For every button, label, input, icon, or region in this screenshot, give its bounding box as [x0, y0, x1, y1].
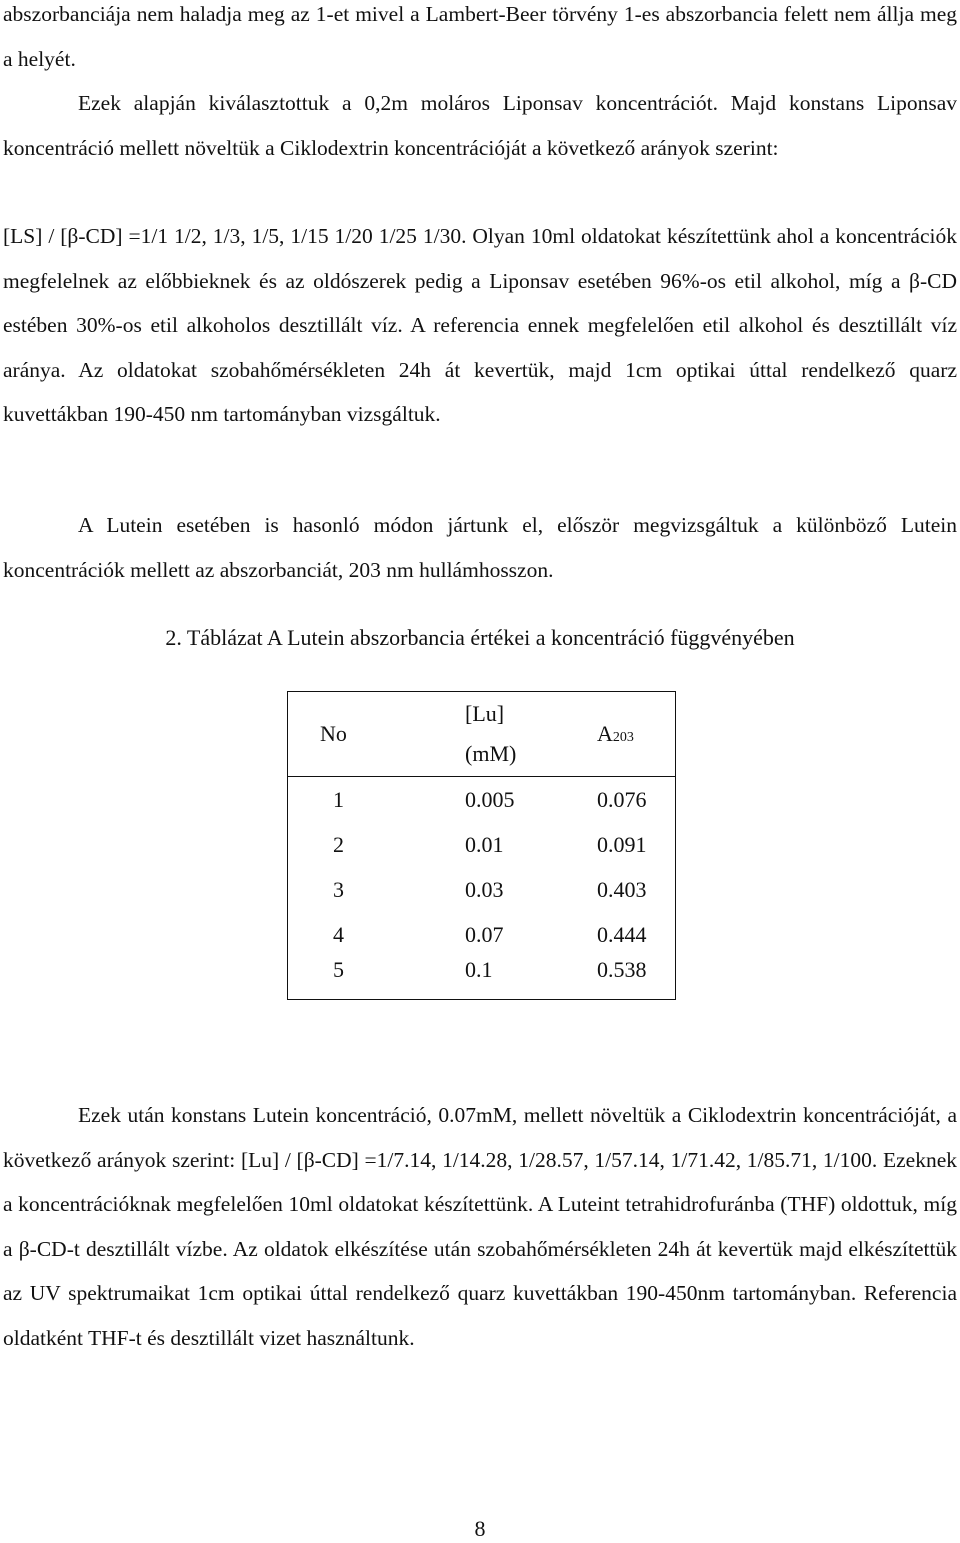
cell-no: 1: [333, 786, 344, 812]
cell-lu: 0.03: [465, 876, 504, 902]
lutein-absorbance-table: [287, 691, 676, 1000]
cell-no: 2: [333, 831, 344, 857]
cell-absorbance: 0.444: [597, 921, 647, 947]
cell-lu: 0.07: [465, 921, 504, 947]
cell-absorbance: 0.076: [597, 786, 647, 812]
cell-absorbance: 0.403: [597, 876, 647, 902]
cell-lu: 0.005: [465, 786, 515, 812]
cell-no: 5: [333, 957, 344, 982]
cell-absorbance: 0.091: [597, 831, 647, 857]
table-row: [288, 912, 676, 957]
paragraph-3: [LS] / [β-CD] =1/1 1/2, 1/3, 1/5, 1/15 1/20 1/25 1/30. Olyan 10ml oldatokat készítettünk ahol a koncentrációk megfelelnek az előbbieknek és az oldószerek pedig a Liponsav esetében 96%-os etil alkohol, míg a β-CD estében 30%-os etil alkoholos desztillált víz. A referencia ennek megfelelően etil alkohol és desztillált víz aránya. Az oldatokat szobahőmérsékleten 24h át kevertük, majd 1cm optikai úttal rendelkező quarz kuvettákban 190-450 nm tartományban vizsgáltuk.: [3, 224, 957, 426]
cell-no: 3: [333, 876, 344, 902]
table-row: [288, 777, 676, 823]
cell-no: 4: [333, 921, 344, 947]
page-number: 8: [474, 1516, 486, 1541]
table-caption: 2. Táblázat A Lutein abszorbancia értékei a koncentráció függvényében: [165, 625, 795, 650]
cell-lu: 0.01: [465, 831, 504, 857]
paragraph-4: A Lutein esetében is hasonló módon jártunk el, először megvizsgáltuk a különböző Lutein koncentrációk mellett az abszorbanciát, 203 nm hullámhosszon.: [3, 513, 957, 582]
header-lu-concentration: [Lu] (mM): [455, 692, 597, 777]
table-header-row: [288, 692, 676, 777]
cell-lu: 0.1: [465, 957, 493, 982]
table-row: [288, 867, 676, 912]
header-no: No: [288, 692, 456, 777]
paragraph-1: abszorbanciája nem haladja meg az 1-et mivel a Lambert-Beer törvény 1-es abszorbancia felett nem állja meg a helyét.: [3, 2, 957, 71]
table-row: [288, 822, 676, 867]
header-absorbance: A203: [597, 692, 676, 777]
paragraph-2: Ezek alapján kiválasztottuk a 0,2m moláros Liponsav koncentrációt. Majd konstans Liponsav koncentráció mellett növeltük a Ciklodextrin koncentrációját a következő arányok szerint:: [3, 91, 957, 160]
table-row: [288, 957, 676, 1000]
paragraph-5: Ezek után konstans Lutein koncentráció, 0.07mM, mellett növeltük a Ciklodextrin koncentrációját, a következő arányok szerint: [Lu] / [β-CD] =1/7.14, 1/14.28, 1/28.57, 1/57.14, 1/71.42, 1/85.71, 1/100. Ezeknek a koncentrációknak megfelelően 10ml oldatokat készítettünk. A Luteint tetrahidrofuránba (THF) oldottuk, míg a β-CD-t desztillált vízbe. Az oldatok elkészítése után szobahőmérsékleten 24h át kevertük majd elkészítettük az UV spektrumaikat 1cm optikai úttal rendelkező quarz kuvettákban 190-450nm tartományban. Referencia oldatként THF-t és desztillált vizet használtunk.: [3, 1103, 957, 1350]
cell-absorbance: 0.538: [597, 957, 647, 982]
